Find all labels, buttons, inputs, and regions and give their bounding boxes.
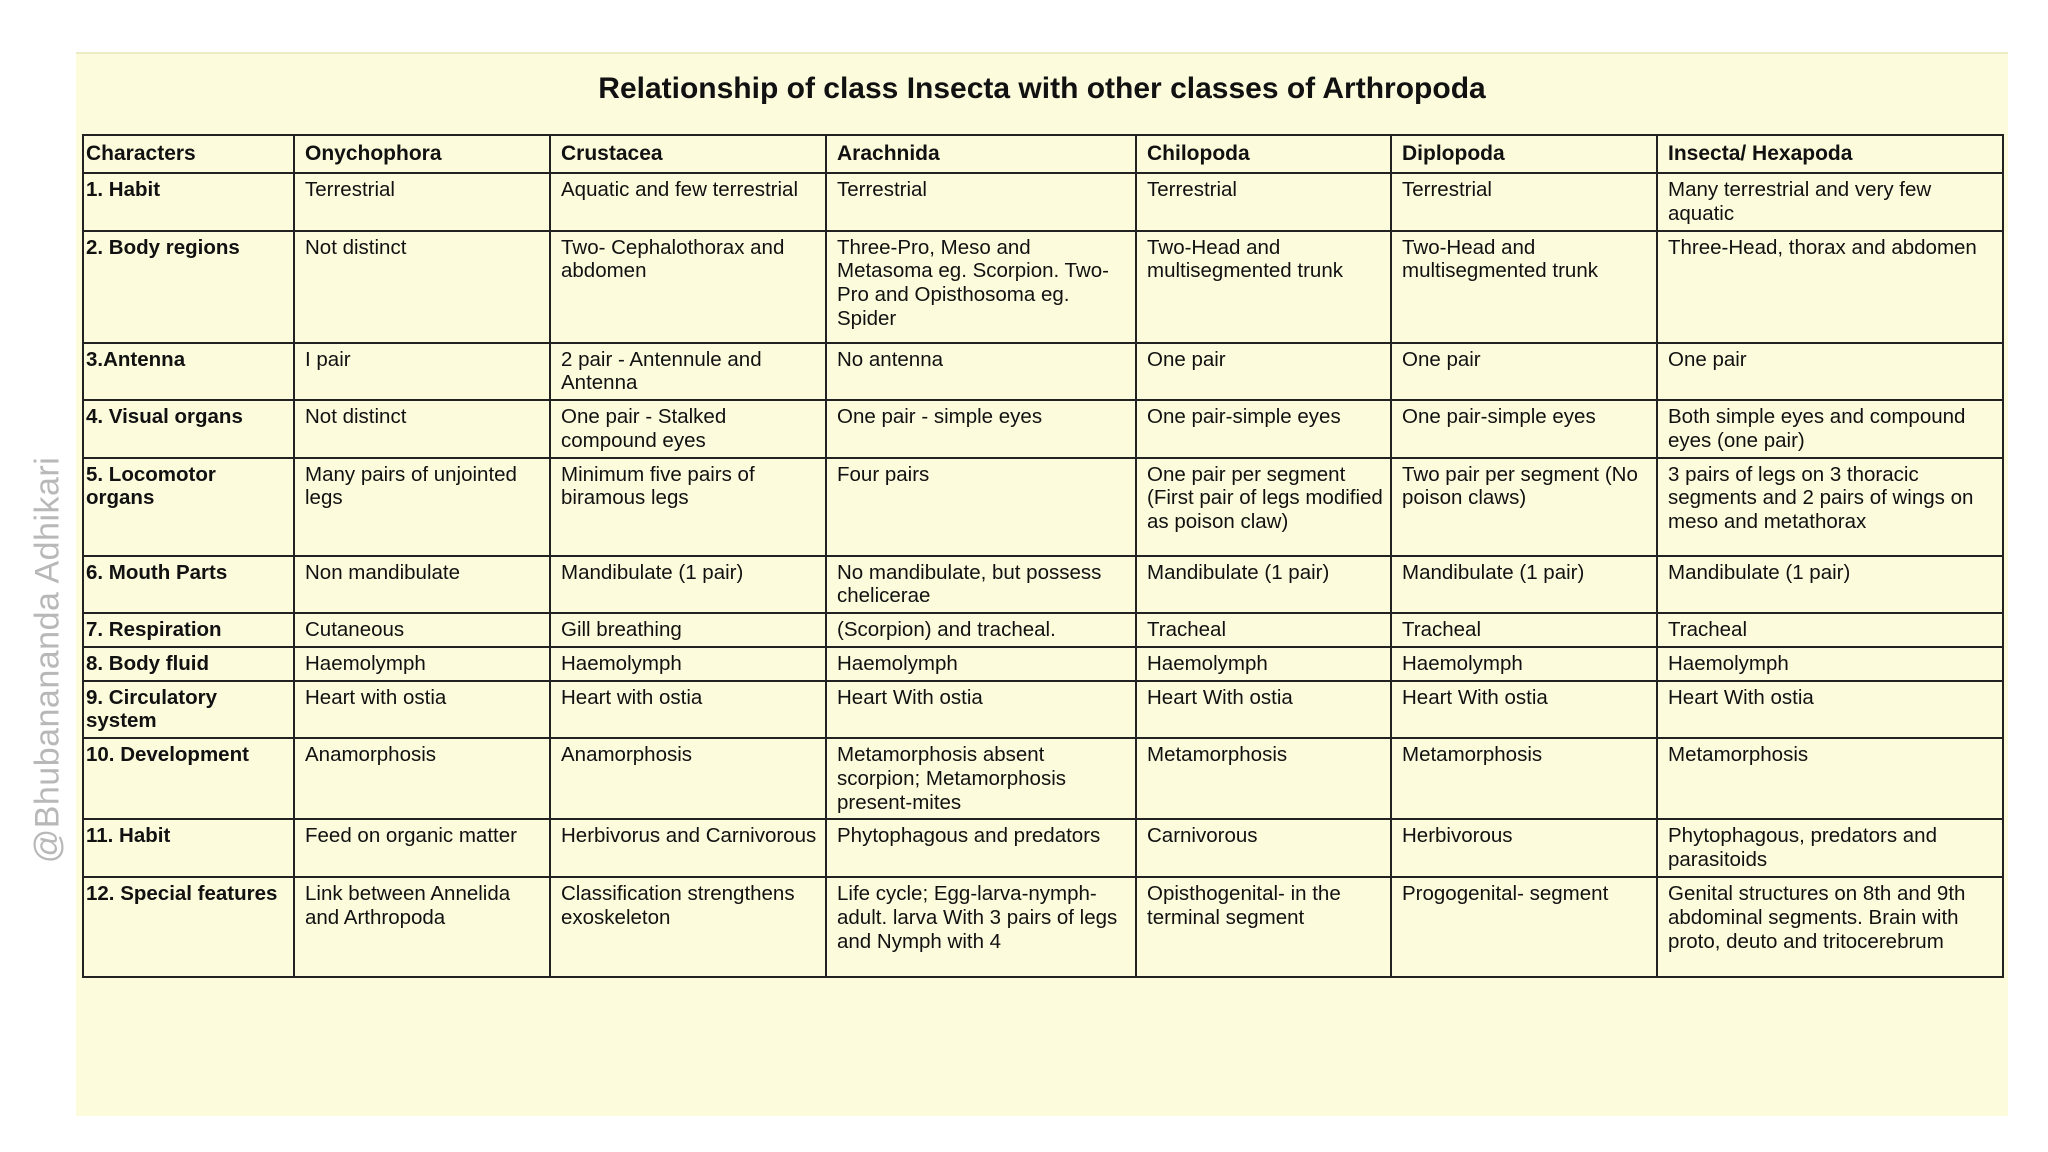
table-cell: Three-Pro, Meso and Metasoma eg. Scorpion. Two-Pro and Opisthosoma eg. Spider xyxy=(826,231,1136,343)
table-cell: One pair-simple eyes xyxy=(1391,400,1657,458)
table-row xyxy=(83,877,2003,977)
watermark-text: @Bhubanananda Adhikari xyxy=(28,456,67,864)
row-character-cell: 11. Habit xyxy=(83,819,294,877)
header-cell-crustacea: Crustacea xyxy=(550,135,826,173)
table-cell: Two pair per segment (No poison claws) xyxy=(1391,458,1657,556)
table-cell: Two-Head and multisegmented trunk xyxy=(1136,231,1391,343)
table-cell: Opisthogenital- in the terminal segment xyxy=(1136,877,1391,977)
table-row xyxy=(83,613,2003,647)
table-cell: Herbivorous xyxy=(1391,819,1657,877)
row-character-cell: 10. Development xyxy=(83,738,294,819)
row-character-cell: 9. Circulatory system xyxy=(83,681,294,739)
table-cell: Many pairs of unjointed legs xyxy=(294,458,550,556)
table-row xyxy=(83,647,2003,681)
table-cell: No mandibulate, but possess chelicerae xyxy=(826,556,1136,614)
table-body xyxy=(83,173,2003,977)
table-row xyxy=(83,343,2003,401)
table-cell: Mandibulate (1 pair) xyxy=(1136,556,1391,614)
table-cell: Non mandibulate xyxy=(294,556,550,614)
table-cell: Four pairs xyxy=(826,458,1136,556)
table-cell: Anamorphosis xyxy=(294,738,550,819)
table-cell: Haemolymph xyxy=(1657,647,2003,681)
table-cell: Terrestrial xyxy=(1136,173,1391,231)
header-cell-onychophora: Onychophora xyxy=(294,135,550,173)
table-cell: Phytophagous and predators xyxy=(826,819,1136,877)
table-row xyxy=(83,231,2003,343)
table-cell: Gill breathing xyxy=(550,613,826,647)
row-character-cell: 12. Special features xyxy=(83,877,294,977)
table-cell: One pair-simple eyes xyxy=(1136,400,1391,458)
row-character-cell: 8. Body fluid xyxy=(83,647,294,681)
table-cell: Link between Annelida and Arthropoda xyxy=(294,877,550,977)
table-cell: Progogenital- segment xyxy=(1391,877,1657,977)
table-cell: Mandibulate (1 pair) xyxy=(550,556,826,614)
table-cell: I pair xyxy=(294,343,550,401)
table-cell: Mandibulate (1 pair) xyxy=(1657,556,2003,614)
table-row xyxy=(83,556,2003,614)
table-cell: Terrestrial xyxy=(294,173,550,231)
slide xyxy=(76,52,2008,1116)
table-cell: Feed on organic matter xyxy=(294,819,550,877)
table-row xyxy=(83,681,2003,739)
table-cell: Tracheal xyxy=(1657,613,2003,647)
row-character-cell: 5. Locomotor organs xyxy=(83,458,294,556)
table-cell: Haemolymph xyxy=(550,647,826,681)
table-cell: Not distinct xyxy=(294,231,550,343)
table-cell: Tracheal xyxy=(1391,613,1657,647)
table-cell: Cutaneous xyxy=(294,613,550,647)
table-cell: 3 pairs of legs on 3 thoracic segments and 2 pairs of wings on meso and metathorax xyxy=(1657,458,2003,556)
table-cell: Life cycle; Egg-larva-nymph-adult. larva With 3 pairs of legs and Nymph with 4 xyxy=(826,877,1136,977)
table-row xyxy=(83,819,2003,877)
table-cell: Two-Head and multisegmented trunk xyxy=(1391,231,1657,343)
row-character-cell: 3.Antenna xyxy=(83,343,294,401)
table-cell: Terrestrial xyxy=(1391,173,1657,231)
table-cell: Classification strengthens exoskeleton xyxy=(550,877,826,977)
slide-title: Relationship of class Insecta with other classes of Arthropoda xyxy=(598,72,1486,105)
table-cell: Minimum five pairs of biramous legs xyxy=(550,458,826,556)
table-cell: Metamorphosis xyxy=(1391,738,1657,819)
table-cell: Three-Head, thorax and abdomen xyxy=(1657,231,2003,343)
table-cell: Heart with ostia xyxy=(550,681,826,739)
table-cell: Haemolymph xyxy=(1136,647,1391,681)
table-row xyxy=(83,458,2003,556)
table-cell: One pair xyxy=(1136,343,1391,401)
table-cell: Metamorphosis absent scorpion; Metamorphosis present-mites xyxy=(826,738,1136,819)
table-cell: Anamorphosis xyxy=(550,738,826,819)
table-cell: Phytophagous, predators and parasitoids xyxy=(1657,819,2003,877)
table-cell: Heart With ostia xyxy=(826,681,1136,739)
table-row xyxy=(83,400,2003,458)
table-cell: Genital structures on 8th and 9th abdominal segments. Brain with proto, deuto and tritocerebrum xyxy=(1657,877,2003,977)
table-cell: Both simple eyes and compound eyes (one pair) xyxy=(1657,400,2003,458)
table-cell: Carnivorous xyxy=(1136,819,1391,877)
header-cell-characters: Characters xyxy=(83,135,294,173)
row-character-cell: 7. Respiration xyxy=(83,613,294,647)
table-cell: Two- Cephalothorax and abdomen xyxy=(550,231,826,343)
table-cell: Haemolymph xyxy=(826,647,1136,681)
table-cell: Haemolymph xyxy=(1391,647,1657,681)
table-cell: Mandibulate (1 pair) xyxy=(1391,556,1657,614)
header-cell-arachnida: Arachnida xyxy=(826,135,1136,173)
table-cell: Aquatic and few terrestrial xyxy=(550,173,826,231)
table-cell: Heart With ostia xyxy=(1136,681,1391,739)
table-cell: One pair xyxy=(1391,343,1657,401)
row-character-cell: 1. Habit xyxy=(83,173,294,231)
row-character-cell: 2. Body regions xyxy=(83,231,294,343)
header-cell-diplopoda: Diplopoda xyxy=(1391,135,1657,173)
header-cell-insecta: Insecta/ Hexapoda xyxy=(1657,135,2003,173)
table-cell: Tracheal xyxy=(1136,613,1391,647)
table-cell: Heart With ostia xyxy=(1657,681,2003,739)
table-cell: Many terrestrial and very few aquatic xyxy=(1657,173,2003,231)
table-cell: One pair - simple eyes xyxy=(826,400,1136,458)
table-cell: One pair xyxy=(1657,343,2003,401)
table-cell: 2 pair - Antennule and Antenna xyxy=(550,343,826,401)
table-cell: No antenna xyxy=(826,343,1136,401)
table-cell: Metamorphosis xyxy=(1136,738,1391,819)
table-cell: Terrestrial xyxy=(826,173,1136,231)
header-row xyxy=(83,135,2003,173)
table-cell: (Scorpion) and tracheal. xyxy=(826,613,1136,647)
table-cell: Heart with ostia xyxy=(294,681,550,739)
row-character-cell: 6. Mouth Parts xyxy=(83,556,294,614)
table-cell: Haemolymph xyxy=(294,647,550,681)
table-cell: Heart With ostia xyxy=(1391,681,1657,739)
comparison-table xyxy=(82,134,2004,978)
table-cell: One pair per segment (First pair of legs modified as poison claw) xyxy=(1136,458,1391,556)
table-row xyxy=(83,173,2003,231)
table-cell: One pair - Stalked compound eyes xyxy=(550,400,826,458)
table-row xyxy=(83,738,2003,819)
header-cell-chilopoda: Chilopoda xyxy=(1136,135,1391,173)
table-cell: Herbivorus and Carnivorous xyxy=(550,819,826,877)
row-character-cell: 4. Visual organs xyxy=(83,400,294,458)
table-cell: Metamorphosis xyxy=(1657,738,2003,819)
table-cell: Not distinct xyxy=(294,400,550,458)
